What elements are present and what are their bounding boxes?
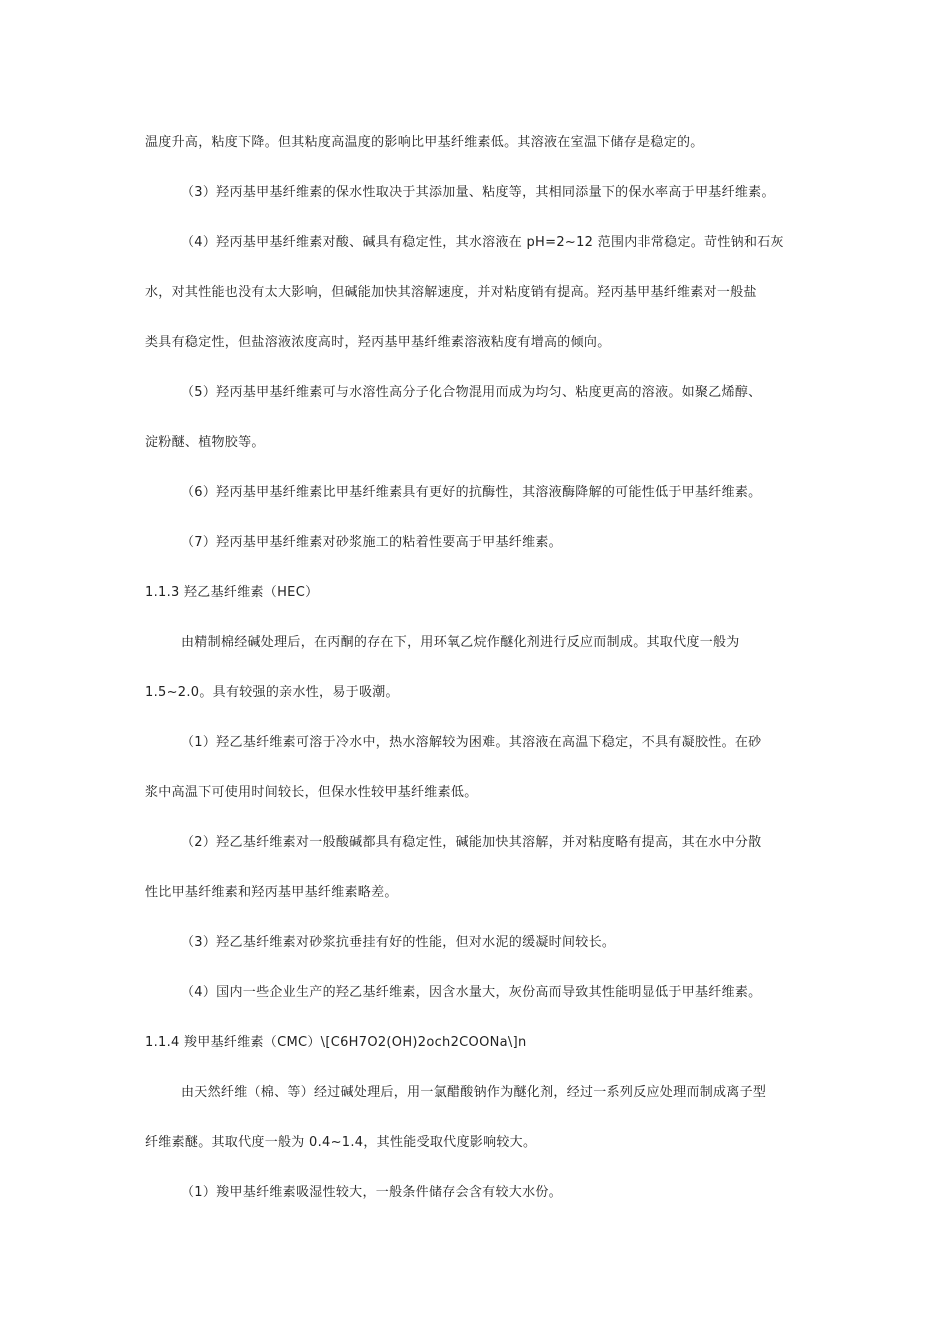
text-line: （4）羟丙基甲基纤维素对酸、碱具有稳定性，其水溶液在 pH=2~12 范围内非常稳定。苛性钠和石灰 (181, 235, 784, 250)
text-line: 浆中高温下可使用时间较长，但保水性较甲基纤维素低。 (145, 785, 478, 800)
text-line: 水，对其性能也没有太大影响，但碱能加快其溶解速度，并对粘度销有提高。羟丙基甲基纤维素对一般盐 (145, 285, 757, 300)
text-line: 1.5~2.0。具有较强的亲水性，易于吸潮。 (145, 685, 399, 700)
text-line: （3）羟丙基甲基纤维素的保水性取决于其添加量、粘度等，其相同添量下的保水率高于甲基纤维素。 (181, 185, 775, 200)
text-line: （7）羟丙基甲基纤维素对砂浆施工的粘着性要高于甲基纤维素。 (181, 535, 562, 550)
text-line: 温度升高，粘度下降。但其粘度高温度的影响比甲基纤维素低。其溶液在室温下储存是稳定的。 (145, 135, 704, 150)
text-line: 淀粉醚、植物胶等。 (145, 435, 265, 450)
text-line: （1）羧甲基纤维素吸湿性较大，一般条件储存会含有较大水份。 (181, 1185, 562, 1200)
text-line: （6）羟丙基甲基纤维素比甲基纤维素具有更好的抗酶性，其溶液酶降解的可能性低于甲基纤维素。 (181, 485, 762, 500)
text-line: 由天然纤维（棉、等）经过碱处理后，用一氯醋酸钠作为醚化剂，经过一系列反应处理而制成离子型 (181, 1085, 767, 1100)
section-heading: 1.1.3 羟乙基纤维素（HEC） (145, 585, 319, 600)
text-line: 类具有稳定性，但盐溶液浓度高时，羟丙基甲基纤维素溶液粘度有增高的倾向。 (145, 335, 611, 350)
text-line: 纤维素醚。其取代度一般为 0.4~1.4，其性能受取代度影响较大。 (145, 1135, 537, 1150)
text-line: （3）羟乙基纤维素对砂浆抗垂挂有好的性能，但对水泥的缓凝时间较长。 (181, 935, 616, 950)
text-line: （1）羟乙基纤维素可溶于冷水中，热水溶解较为困难。其溶液在高温下稳定，不具有凝胶性。在砂 (181, 735, 762, 750)
text-line: 由精制棉经碱处理后，在丙酮的存在下，用环氧乙烷作醚化剂进行反应而制成。其取代度一般为 (181, 635, 740, 650)
section-heading: 1.1.4 羧甲基纤维素（CMC）\[C6H7O2(OH)2och2COONa\]n (145, 1035, 527, 1050)
text-line: 性比甲基纤维素和羟丙基甲基纤维素略差。 (145, 885, 398, 900)
text-line: （2）羟乙基纤维素对一般酸碱都具有稳定性，碱能加快其溶解，并对粘度略有提高，其在水中分散 (181, 835, 762, 850)
text-line: （5）羟丙基甲基纤维素可与水溶性高分子化合物混用而成为均匀、粘度更高的溶液。如聚乙烯醇、 (181, 385, 762, 400)
text-line: （4）国内一些企业生产的羟乙基纤维素，因含水量大，灰份高而导致其性能明显低于甲基纤维素。 (181, 985, 762, 1000)
